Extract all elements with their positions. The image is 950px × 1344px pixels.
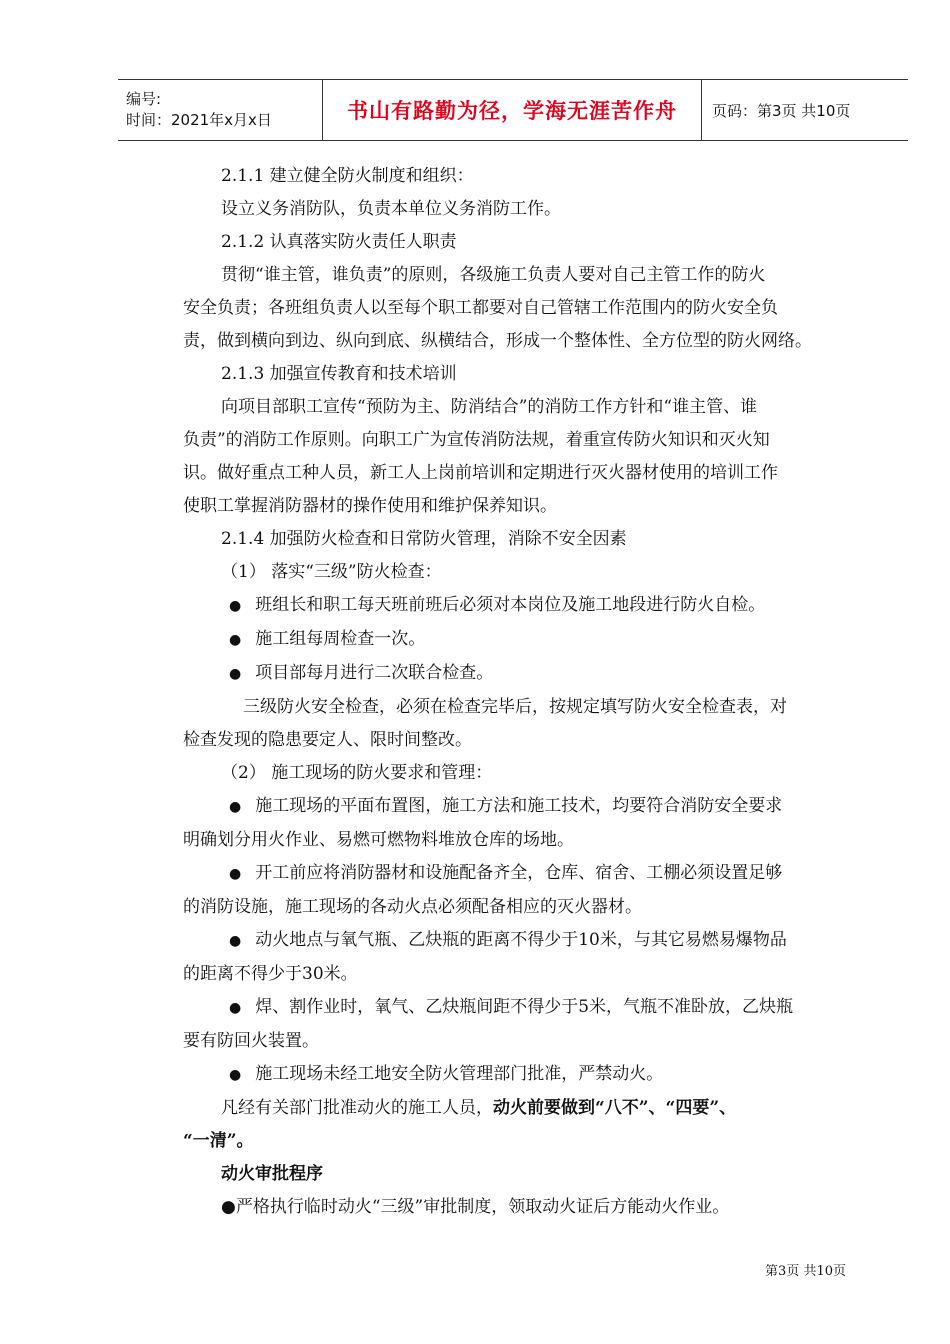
section-heading-2-1-1: 2.1.1 建立健全防火制度和组织： <box>221 166 474 186</box>
page-header <box>118 79 908 141</box>
emphasis-text: 动火前要做到“八不”、“四要”、 <box>493 1098 737 1118</box>
header-page-label: 页码：第3页 共10页 <box>712 101 851 120</box>
bullet-icon: ● <box>229 598 242 614</box>
list-item-text: 施工现场的平面布置图，施工方法和施工技术，均要符合消防安全要求 <box>255 796 783 816</box>
paragraph-line: 检查发现的隐患要定人、限时间整改。 <box>183 730 472 750</box>
section-heading-2-1-4: 2.1.4 加强防火检查和日常防火管理，消除不安全因素 <box>221 529 627 549</box>
subsection-heading-1: （1） 落实“三级”防火检查： <box>221 562 442 582</box>
paragraph-line: 的消防设施，施工现场的各动火点必须配备相应的灭火器材。 <box>183 897 642 917</box>
list-item-text: 焊、割作业时，氧气、乙炔瓶间距不得少于5米，气瓶不准卧放，乙炔瓶 <box>255 997 794 1017</box>
bullet-icon: ● <box>221 1197 236 1217</box>
list-item <box>183 623 848 657</box>
paragraph-line: 设立义务消防队，负责本单位义务消防工作。 <box>221 199 561 219</box>
list-item <box>183 1058 848 1092</box>
header-motto: 书山有路勤为径，学海无涯苦作舟 <box>322 80 702 140</box>
bullet-icon: ● <box>229 866 242 882</box>
paragraph-line: 使职工掌握消防器材的操作使用和维护保养知识。 <box>183 496 557 516</box>
paragraph-text: 凡经有关部门批准动火的施工人员， <box>221 1098 493 1118</box>
list-item-text: 严格执行临时动火“三级”审批制度，领取动火证后方能动火作业。 <box>235 1197 730 1217</box>
paragraph-line: 贯彻“谁主管，谁负责”的原则，各级施工负责人要对自己主管工作的防火 <box>221 265 766 285</box>
paragraph-line <box>183 1092 848 1125</box>
page-footer: 第3页 共10页 <box>765 1264 846 1279</box>
paragraph-line: 责，做到横向到边、纵向到底、纵横结合，形成一个整体性、全方位型的防火网络。 <box>183 331 812 351</box>
paragraph-line: 三级防火安全检查，必须在检查完毕后，按规定填写防火安全检查表，对 <box>243 697 787 717</box>
paragraph-line: 的距离不得少于30米。 <box>183 964 358 984</box>
header-meta <box>118 80 322 140</box>
list-item <box>183 857 848 891</box>
section-heading-2-1-3: 2.1.3 加强宣传教育和技术培训 <box>221 364 457 384</box>
paragraph-line: 向项目部职工宣传“预防为主、防消结合”的消防工作方针和“谁主管、谁 <box>221 397 758 417</box>
list-item <box>183 991 848 1025</box>
paragraph-line: 识。做好重点工种人员，新工人上岗前培训和定期进行灭火器材使用的培训工作 <box>183 463 778 483</box>
list-item <box>183 790 848 824</box>
paragraph-line: 负责”的消防工作原则。向职工广为宣传消防法规，着重宣传防火知识和灭火知 <box>183 430 770 450</box>
paragraph-line: 安全负责；各班组负责人以至每个职工都要对自己管辖工作范围内的防火安全负 <box>183 298 778 318</box>
section-heading-2-1-2: 2.1.2 认真落实防火责任人职责 <box>221 232 457 252</box>
list-item <box>183 924 848 958</box>
list-item-text: 开工前应将消防器材和设施配备齐全，仓库、宿舍、工棚必须设置足够 <box>255 863 783 883</box>
subsection-heading-2: （2） 施工现场的防火要求和管理： <box>221 763 493 783</box>
list-item-text: 动火地点与氧气瓶、乙炔瓶的距离不得少于10米，与其它易燃易爆物品 <box>255 930 787 950</box>
list-item-text: 项目部每月进行二次联合检查。 <box>255 663 494 683</box>
emphasis-line: “一清”。 <box>183 1131 254 1151</box>
list-item <box>183 589 848 623</box>
list-item-text: 班组长和职工每天班前班后必须对本岗位及施工地段进行防火自检。 <box>255 595 766 615</box>
bullet-icon: ● <box>229 1000 242 1016</box>
paragraph-line: 明确划分用火作业、易燃可燃物料堆放仓库的场地。 <box>183 830 574 850</box>
time-label: 时间：2021年x月x日 <box>126 111 272 129</box>
bullet-icon: ● <box>229 799 242 815</box>
bullet-icon: ● <box>229 666 242 682</box>
document-body <box>183 160 848 1224</box>
paragraph-line: 要有防回火装置。 <box>183 1031 319 1051</box>
number-label: 编号: <box>126 90 162 108</box>
list-item-text: 施工现场未经工地安全防火管理部门批准，严禁动火。 <box>255 1064 664 1084</box>
bullet-icon: ● <box>229 933 242 949</box>
bullet-icon: ● <box>229 632 242 648</box>
bullet-icon: ● <box>229 1067 242 1083</box>
list-item-text: 施工组每周检查一次。 <box>255 629 426 649</box>
section-heading-approval: 动火审批程序 <box>221 1164 323 1184</box>
list-item <box>183 1191 848 1224</box>
list-item <box>183 657 848 691</box>
